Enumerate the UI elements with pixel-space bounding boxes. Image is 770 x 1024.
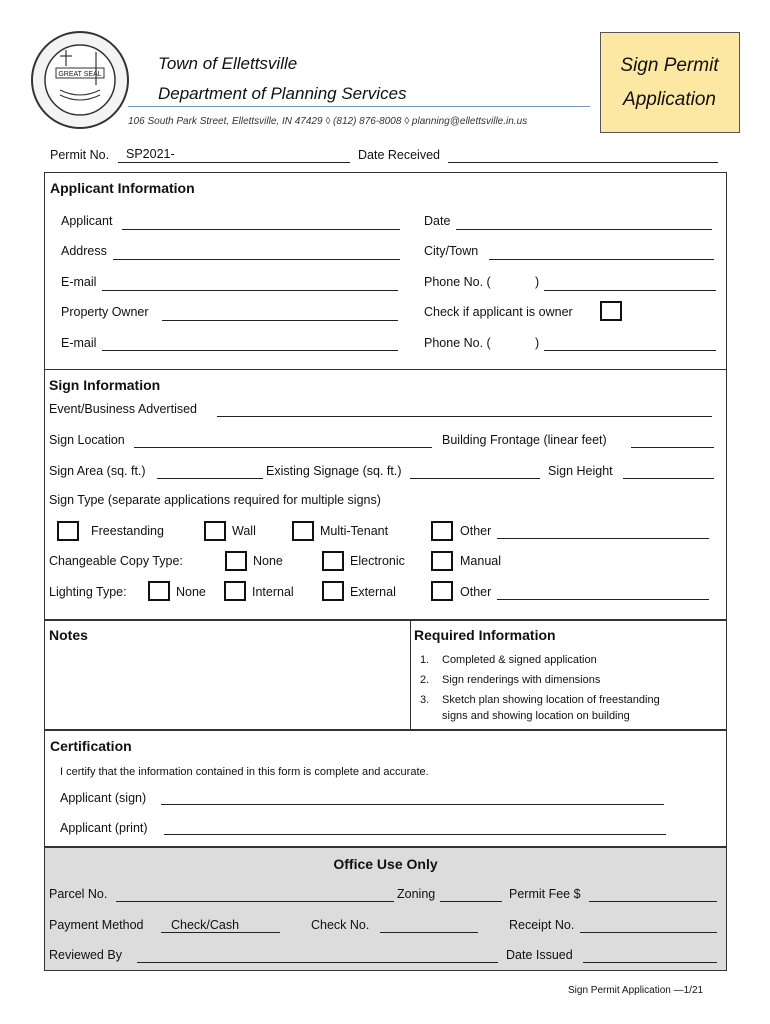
parcel-field[interactable] xyxy=(116,901,394,902)
required-num-3: 3. xyxy=(420,694,430,706)
notes-heading: Notes xyxy=(49,627,88,643)
multi-tenant-label: Multi-Tenant xyxy=(320,524,389,538)
required-item-2: Sign renderings with dimensions xyxy=(442,674,601,686)
light-other-label: Other xyxy=(460,585,492,599)
copy-none-checkbox[interactable] xyxy=(225,551,247,571)
sign-heading: Sign Information xyxy=(49,377,161,393)
existing-field[interactable] xyxy=(410,478,540,479)
property-owner-label: Property Owner xyxy=(61,305,149,319)
address-line: 106 South Park Street, Ellettsville, IN 47429 ◊ (812) 876-8008 ◊ planning@ellettsville.in.us xyxy=(128,116,528,127)
cert-heading: Certification xyxy=(50,738,132,754)
location-field[interactable] xyxy=(134,447,432,448)
light-other-field[interactable] xyxy=(497,599,709,600)
footer-text: Sign Permit Application —1/21 xyxy=(568,985,704,996)
wall-label: Wall xyxy=(232,524,256,538)
internal-checkbox[interactable] xyxy=(224,581,246,601)
date-received-label: Date Received xyxy=(358,148,440,162)
email-field[interactable] xyxy=(102,290,398,291)
freestanding-label: Freestanding xyxy=(91,524,164,538)
cert-print-label: Applicant (print) xyxy=(60,821,148,835)
location-label: Sign Location xyxy=(49,433,125,447)
fee-label: Permit Fee $ xyxy=(509,887,581,901)
receipt-label: Receipt No. xyxy=(509,918,575,932)
property-owner-field[interactable] xyxy=(162,320,398,321)
payment-field[interactable] xyxy=(161,932,280,933)
parcel-label: Parcel No. xyxy=(49,887,108,901)
permit-value[interactable]: SP2021- xyxy=(126,147,175,161)
address-field[interactable] xyxy=(113,259,400,260)
issued-label: Date Issued xyxy=(506,948,573,962)
external-checkbox[interactable] xyxy=(322,581,344,601)
other-type-checkbox[interactable] xyxy=(431,521,453,541)
wall-checkbox[interactable] xyxy=(204,521,226,541)
reviewed-field[interactable] xyxy=(137,962,498,963)
notes-divider xyxy=(410,620,411,730)
email-label: E-mail xyxy=(61,275,97,289)
required-item-1: Completed & signed application xyxy=(442,654,597,666)
external-label: External xyxy=(350,585,396,599)
frontage-field[interactable] xyxy=(631,447,714,448)
cert-sign-label: Applicant (sign) xyxy=(60,791,147,805)
required-num-2: 2. xyxy=(420,674,430,686)
email2-field[interactable] xyxy=(102,350,398,351)
zoning-label: Zoning xyxy=(397,887,436,901)
light-none-label: None xyxy=(176,585,206,599)
date-field[interactable] xyxy=(456,229,712,230)
email2-label: E-mail xyxy=(61,336,97,350)
existing-label: Existing Signage (sq. ft.) xyxy=(266,464,402,478)
other-type-field[interactable] xyxy=(497,538,709,539)
light-other-checkbox[interactable] xyxy=(431,581,453,601)
multi-tenant-checkbox[interactable] xyxy=(292,521,314,541)
sign-type-note: Sign Type (separate applications required for multiple signs) xyxy=(49,493,381,507)
copy-type-label: Changeable Copy Type: xyxy=(49,554,183,568)
applicant-field[interactable] xyxy=(122,229,400,230)
manual-checkbox[interactable] xyxy=(431,551,453,571)
manual-label: Manual xyxy=(460,554,501,568)
phone-field[interactable] xyxy=(544,290,716,291)
notes-top-rule xyxy=(44,620,727,621)
applicant-heading: Applicant Information xyxy=(50,180,195,196)
fee-field[interactable] xyxy=(589,901,717,902)
title-line2: Application xyxy=(623,89,716,110)
cert-top-rule xyxy=(44,730,727,731)
city-label: City/Town xyxy=(424,244,479,258)
payment-value[interactable]: Check/Cash xyxy=(171,918,240,932)
owner-checkbox[interactable] xyxy=(600,301,622,321)
check-no-label: Check No. xyxy=(311,918,370,932)
height-field[interactable] xyxy=(623,478,714,479)
check-owner-label: Check if applicant is owner xyxy=(424,305,573,319)
date-label: Date xyxy=(424,214,451,228)
office-heading: Office Use Only xyxy=(333,856,438,872)
cert-sign-field[interactable] xyxy=(161,804,664,805)
lighting-label: Lighting Type: xyxy=(49,585,127,599)
check-no-field[interactable] xyxy=(380,932,478,933)
town-name: Town of Ellettsville xyxy=(158,54,298,73)
other-type-label: Other xyxy=(460,524,492,538)
electronic-label: Electronic xyxy=(350,554,405,568)
required-item-3: Sketch plan showing location of freestanding xyxy=(442,694,660,706)
svg-text:GREAT SEAL: GREAT SEAL xyxy=(58,71,102,78)
phone2-field[interactable] xyxy=(544,350,716,351)
freestanding-checkbox[interactable] xyxy=(57,521,79,541)
town-seal xyxy=(30,30,130,130)
electronic-checkbox[interactable] xyxy=(322,551,344,571)
payment-label: Payment Method xyxy=(49,918,144,932)
header-rule xyxy=(128,106,590,107)
cert-statement: I certify that the information contained in this form is complete and accurate. xyxy=(60,766,429,778)
phone-label: Phone No. ( xyxy=(424,275,491,289)
permit-label: Permit No. xyxy=(50,148,110,162)
applicant-section xyxy=(44,172,727,370)
receipt-field[interactable] xyxy=(580,932,717,933)
frontage-label: Building Frontage (linear feet) xyxy=(442,433,607,447)
applicant-label: Applicant xyxy=(61,214,113,228)
title-line1: Sign Permit xyxy=(620,55,719,76)
department-name: Department of Planning Services xyxy=(158,84,407,103)
notes-area[interactable] xyxy=(46,648,408,728)
event-field[interactable] xyxy=(217,416,712,417)
required-item-3b: signs and showing location on building xyxy=(442,710,630,722)
internal-label: Internal xyxy=(252,585,294,599)
phone-close: ) xyxy=(535,275,540,289)
phone2-close: ) xyxy=(535,336,540,350)
date-received-field[interactable] xyxy=(448,162,718,163)
copy-none-label: None xyxy=(253,554,283,568)
required-num-1: 1. xyxy=(420,654,430,666)
permit-field[interactable] xyxy=(118,162,350,163)
zoning-field[interactable] xyxy=(440,901,502,902)
phone2-label: Phone No. ( xyxy=(424,336,491,350)
area-label: Sign Area (sq. ft.) xyxy=(49,464,146,478)
event-label: Event/Business Advertised xyxy=(49,402,197,416)
city-field[interactable] xyxy=(489,259,714,260)
area-field[interactable] xyxy=(157,478,263,479)
issued-field[interactable] xyxy=(583,962,717,963)
address-label: Address xyxy=(61,244,107,258)
title-box xyxy=(600,32,740,133)
reviewed-label: Reviewed By xyxy=(49,948,122,962)
cert-print-field[interactable] xyxy=(164,834,666,835)
required-heading: Required Information xyxy=(414,627,556,643)
light-none-checkbox[interactable] xyxy=(148,581,170,601)
height-label: Sign Height xyxy=(548,464,613,478)
